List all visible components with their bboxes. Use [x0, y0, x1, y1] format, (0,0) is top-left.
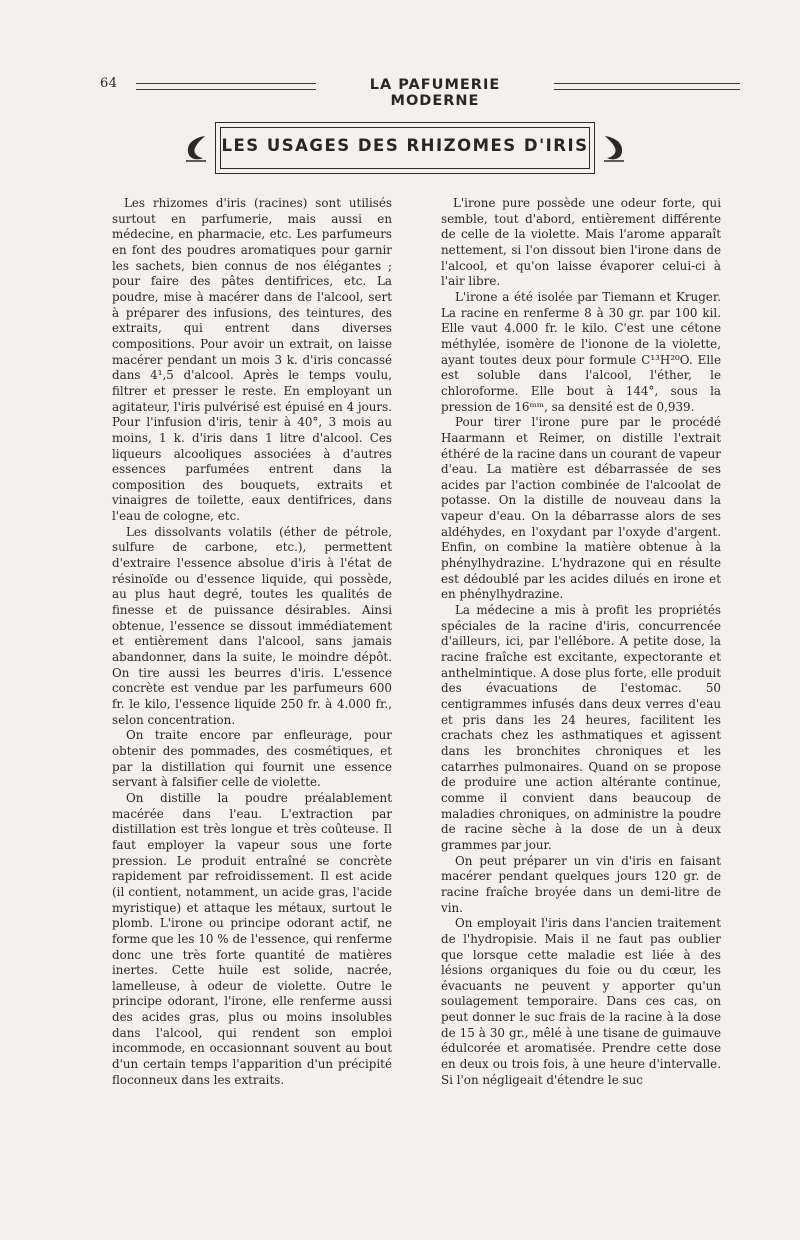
- paragraph: On traite encore par enfleurage, pour obtenir des pommades, des cosmétiques, et par la distillation qui fournit une essence servant à falsifier celle de violette.: [112, 728, 392, 790]
- article-title: LES USAGES DES RHIZOMES D'IRIS: [221, 136, 589, 155]
- page-number: 64: [100, 76, 118, 91]
- paragraph: L'irone pure possède une odeur forte, qui semble, tout d'abord, entièrement différente de celle de la violette. Mais l'arome apparaît nettement, si l'on dissout bien l'irone dans de l'alcool, et qu'on laisse évaporer celui-ci à l'air libre.: [441, 196, 721, 289]
- paragraph: La médecine a mis à profit les propriétés spéciales de la racine d'iris, concurrencée d'ailleurs, ici, par l'ellébore. A petite dose, la racine fraîche est excitante, expectorante et anthelmintique. A dose plus forte, elle produit des évacuations de l'estomac. 50 centigrammes infusés dans deux verres d'eau et pris dans les 24 heures, facilitent les crachats chez les asthmatiques et agissent dans les bronchites chroniques et les catarrhes pulmonaires. Quand on se propose de produire une action altérante continue, comme il convient dans beaucoup de maladies chroniques, on administre la poudre de racine sèche à la dose de un à deux grammes par jour.: [441, 603, 721, 852]
- journal-title: LA PAFUMERIE MODERNE: [369, 77, 501, 109]
- paragraph: Pour tirer l'irone pure par le procédé Haarmann et Reimer, on distille l'extrait éthéré de la racine dans un courant de vapeur d'eau. La matière est débarrassée de ses acides par l'action combinée de l'alcoolat de potasse. On la distille de nouveau dans la vapeur d'eau. On la débarrasse alors de ses aldéhydes, en l'oxydant par l'oxyde d'argent. Enfin, on combine la matière obtenue à la phénylhydrazine. L'hydrazone qui en résulte est dédoublé par les acides dilués en irone et en phénylhydrazine.: [441, 415, 721, 602]
- fleuron-left-icon: [183, 132, 209, 164]
- paragraph: On peut préparer un vin d'iris en faisant macérer pendant quelques jours 120 gr. de racine fraîche broyée dans un demi-litre de vin.: [441, 853, 721, 915]
- left-column: [112, 196, 392, 1088]
- paragraph: L'irone a été isolée par Tiemann et Kruger. La racine en renferme 8 à 30 gr. par 100 kil. Elle vaut 4.000 fr. le kilo. C'est une cétone méthylée, isomère de l'ionone de la violette, ayant toutes deux pour formule C¹³H²⁰O. Elle est soluble dans l'alcool, l'éther, le chloroforme. Elle bout à 144°, sous la pression de 16ᵐᵐ, sa densité est de 0,939.: [441, 289, 721, 414]
- running-head: [100, 76, 740, 109]
- header-rule-right: [554, 83, 740, 90]
- paragraph: On employait l'iris dans l'ancien traitement de l'hydropisie. Mais il ne faut pas oublier que lorsque cette maladie est liée à des lésions organiques du foie ou du cœur, les évacuants ne peuvent y apporter qu'un soulagement temporaire. Dans ces cas, on peut donner le suc frais de la racine à la dose de 15 à 30 gr., mêlé à une tisane de guimauve édulcorée et aromatisée. Prendre cette dose en deux ou trois fois, à une heure d'intervalle. Si l'on négligeait d'étendre le suc: [441, 916, 721, 1087]
- header-rule-left: [136, 83, 316, 90]
- paragraph: On distille la poudre préalablement macérée dans l'eau. L'extraction par distillation est très longue et très coûteuse. Il faut employer la vapeur sous une forte pression. Le produit entraîné se concrète rapidement par refroidissement. Il est acide (il contient, notamment, un acide gras, l'acide myristique) et attaque les métaux, surtout le plomb. L'irone ou principe odorant actif, ne forme que les 10 % de l'essence, qui renferme donc une très forte quantité de matières inertes. Cette huile est solide, nacrée, lamelleuse, à odeur de violette. Outre le principe odorant, l'irone, elle renferme aussi des acides gras, plus ou moins insolubles dans l'alcool, qui rendent son emploi incommode, en occasionnant souvent au bout d'un certain temps l'apparition d'un précipité floconneux dans les extraits.: [112, 790, 392, 1087]
- paragraph: Les dissolvants volatils (éther de pétrole, sulfure de carbone, etc.), permettent d'extraire l'essence absolue d'iris à l'état de résinoïde ou d'essence liquide, qui possède, au plus haut degré, toutes les qualités de finesse et de puissance désirables. Ainsi obtenue, l'essence se dissout immédiatement et entièrement dans l'alcool, sans jamais abandonner, dans la suite, le moindre dépôt. On tire aussi les beurres d'iris. L'essence concrète est vendue par les parfumeurs 600 fr. le kilo, l'essence liquide 250 fr. à 4.000 fr., selon concentration.: [112, 524, 392, 727]
- paragraph: Les rhizomes d'iris (racines) sont utilisés surtout en parfumerie, mais aussi en médecine, en pharmacie, etc. Les parfumeurs en font des poudres aromatiques pour garnir les sachets, bien connus de nos élégantes ; pour faire des pâtes dentifrices, etc. La poudre, mise à macérer dans de l'alcool, sert à préparer des infusions, des teintures, des extraits, qui entrent dans diverses compositions. Pour avoir un extrait, on laisse macérer pendant un mois 3 k. d'iris concassé dans 4¹,5 d'alcool. Après le temps voulu, filtrer et presser le reste. En employant un agitateur, l'iris pulvérisé est épuisé en 4 jours. Pour l'infusion d'iris, tenir à 40°, 3 mois au moins, 1 k. d'iris dans 1 litre d'alcool. Ces liqueurs alcooliques associées à d'autres essences parfumées entrent dans la composition des bouquets, extraits et vinaigres de toilette, eaux dentifrices, dans l'eau de cologne, etc.: [112, 196, 392, 524]
- article-title-block: [175, 120, 635, 176]
- right-column: [441, 196, 721, 1088]
- fleuron-right-icon: [601, 132, 627, 164]
